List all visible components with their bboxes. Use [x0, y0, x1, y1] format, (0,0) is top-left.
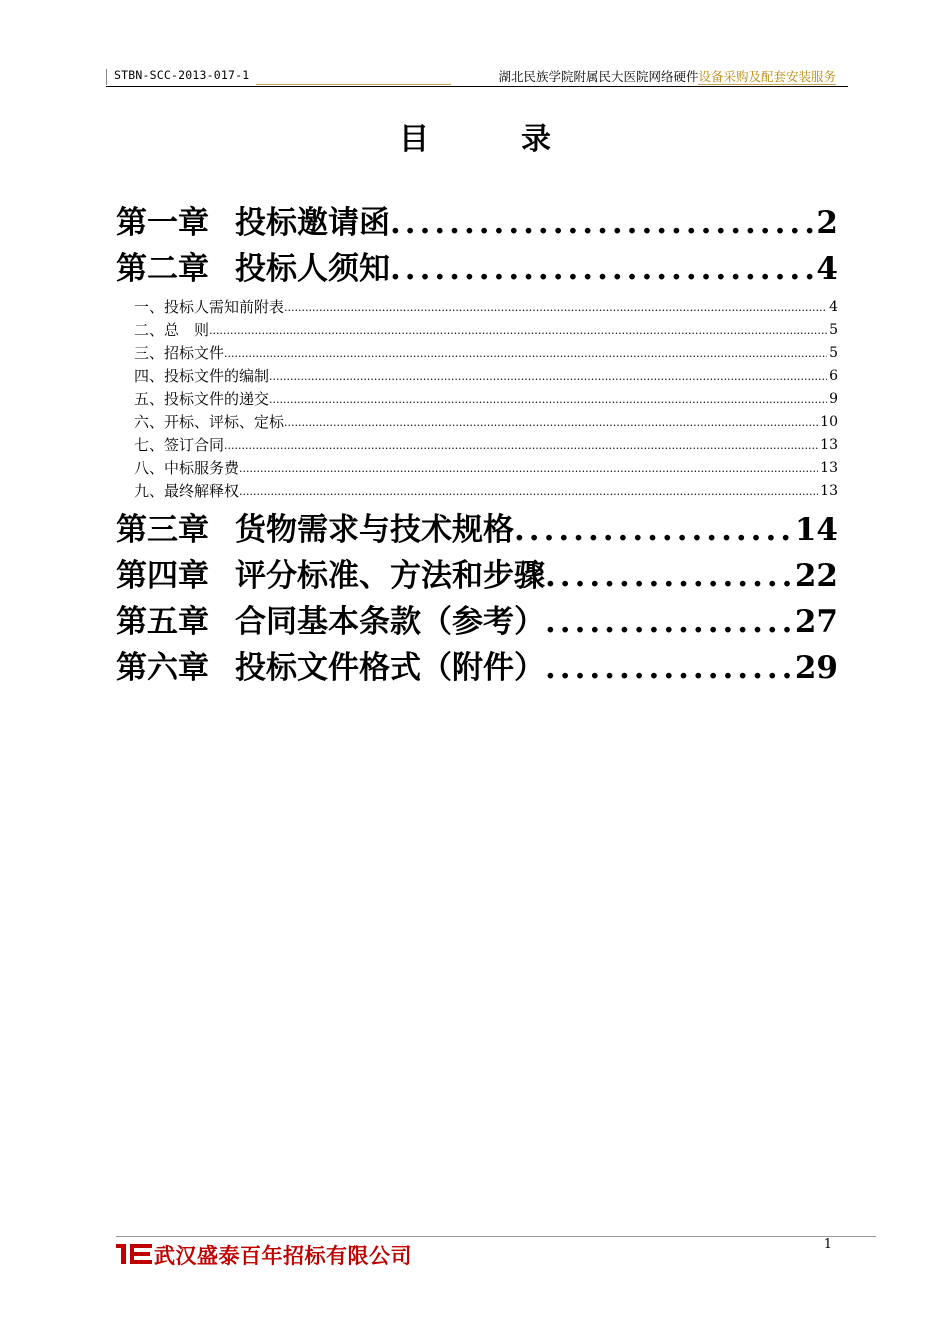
section-page-number: 5: [829, 345, 838, 361]
toc-sections: [116, 296, 838, 503]
toc-chapter-4[interactable]: [116, 553, 838, 599]
toc-chapter-2[interactable]: [116, 246, 838, 292]
toc-leader-dots: [390, 200, 816, 246]
section-page-number: 5: [829, 322, 838, 338]
chapter-page-number: 2: [816, 205, 838, 241]
company-name: 武汉盛泰百年招标有限公司: [154, 1244, 412, 1268]
chapter-title: 投标邀请函: [235, 205, 390, 241]
toc-section-5[interactable]: [134, 388, 838, 411]
toc-section-7[interactable]: [134, 434, 838, 457]
header-gold-line: [256, 84, 451, 85]
toc-section-2[interactable]: [134, 319, 838, 342]
header-left-bar: [106, 69, 107, 85]
section-title: 八、中标服务费: [134, 459, 240, 477]
page-header: [106, 66, 848, 87]
header-title-highlight: 设备采购及配套安装服务: [698, 69, 836, 84]
title-char-1: 目: [399, 122, 429, 157]
toc-leader-dots: [545, 645, 795, 691]
toc-section-4[interactable]: [134, 365, 838, 388]
chapter-number: 第六章: [116, 650, 209, 686]
toc-leader-dots: [514, 507, 795, 553]
chapter-number: 第三章: [116, 512, 209, 548]
document-code: STBN-SCC-2013-017-1: [114, 68, 250, 82]
chapter-page-number: 4: [816, 251, 838, 287]
toc-section-1[interactable]: [134, 296, 838, 319]
toc-leader-dots: [239, 457, 818, 480]
chapter-title: 投标人须知: [235, 251, 390, 287]
header-title-main: 湖北民族学院附属民大医院网络硬件: [498, 69, 699, 84]
chapter-number: 第五章: [116, 604, 209, 640]
header-project-title: [498, 67, 836, 85]
section-page-number: 13: [820, 437, 838, 453]
section-title: 一、投标人需知前附表: [134, 298, 285, 316]
chapter-title: 投标文件格式（附件）: [235, 650, 545, 686]
chapter-page-number: 29: [794, 650, 838, 686]
toc-leader-dots: [390, 246, 816, 292]
toc-section-6[interactable]: [134, 411, 838, 434]
chapter-page-number: 14: [794, 512, 838, 548]
section-title: 九、最终解释权: [134, 482, 240, 500]
toc-leader-dots: [239, 480, 818, 503]
title-char-2: 录: [521, 122, 551, 157]
chapter-number: 第四章: [116, 558, 209, 594]
chapter-title: 货物需求与技术规格: [235, 512, 514, 548]
section-page-number: 4: [829, 299, 838, 315]
table-of-contents: [116, 200, 838, 691]
chapter-title: 评分标准、方法和步骤: [235, 558, 545, 594]
section-title: 二、总 则: [134, 321, 210, 339]
page-title: [0, 114, 950, 158]
toc-leader-dots: [224, 434, 818, 457]
section-title: 四、投标文件的编制: [134, 367, 270, 385]
toc-leader-dots: [209, 319, 827, 342]
chapter-number: 第二章: [116, 251, 209, 287]
toc-chapter-5[interactable]: [116, 599, 838, 645]
toc-leader-dots: [224, 342, 827, 365]
toc-leader-dots: [269, 365, 827, 388]
chapter-page-number: 27: [794, 604, 838, 640]
section-page-number: 6: [829, 368, 838, 384]
section-title: 三、招标文件: [134, 344, 225, 362]
toc-chapter-3[interactable]: [116, 507, 838, 553]
company-logo-icon: [116, 1243, 154, 1265]
chapter-title: 合同基本条款（参考）: [235, 604, 545, 640]
page-footer: [116, 1236, 876, 1269]
toc-chapter-6[interactable]: [116, 645, 838, 691]
toc-leader-dots: [545, 599, 795, 645]
toc-leader-dots: [284, 296, 827, 319]
toc-section-8[interactable]: [134, 457, 838, 480]
section-page-number: 13: [820, 483, 838, 499]
chapter-page-number: 22: [794, 558, 838, 594]
toc-leader-dots: [545, 553, 795, 599]
section-page-number: 9: [829, 391, 838, 407]
page-number: 1: [823, 1237, 832, 1252]
toc-chapter-1[interactable]: [116, 200, 838, 246]
toc-section-3[interactable]: [134, 342, 838, 365]
toc-section-9[interactable]: [134, 480, 838, 503]
section-page-number: 10: [820, 414, 838, 430]
section-title: 七、签订合同: [134, 436, 225, 454]
section-page-number: 13: [820, 460, 838, 476]
chapter-number: 第一章: [116, 205, 209, 241]
toc-leader-dots: [269, 388, 827, 411]
toc-leader-dots: [284, 411, 818, 434]
section-title: 六、开标、评标、定标: [134, 413, 285, 431]
section-title: 五、投标文件的递交: [134, 390, 270, 408]
